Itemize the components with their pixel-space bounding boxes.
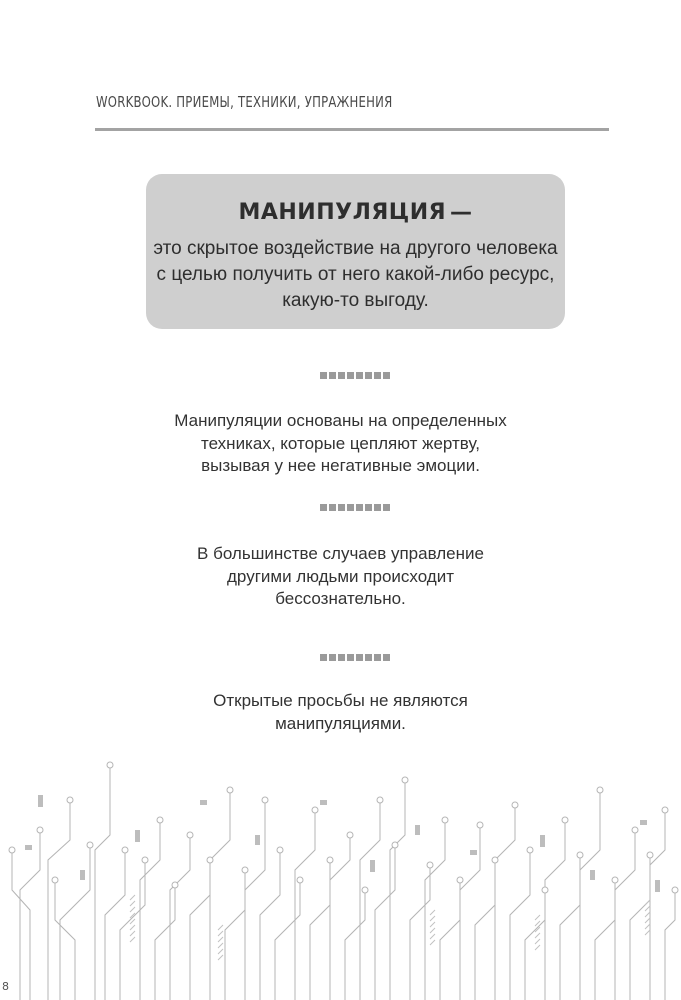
- definition-term: МАНИПУЛЯЦИЯ: [238, 200, 447, 225]
- paragraph-line: вызывая у нее негативные эмоции.: [201, 456, 480, 475]
- circuit-traces: [12, 765, 675, 1000]
- section-separator: [320, 504, 393, 511]
- definition-line: какую-то выгоду.: [282, 290, 429, 311]
- running-header: WORKBOOK. ПРИЕМЫ, ТЕХНИКИ, УПРАЖНЕНИЯ: [96, 93, 393, 111]
- definition-text: [146, 236, 565, 314]
- paragraph-2: [0, 543, 681, 611]
- paragraph-1: [0, 410, 681, 478]
- paragraph-line: бессознательно.: [275, 589, 406, 608]
- definition-line: это скрытое воздействие на другого человека: [153, 238, 558, 259]
- circuit-nodes: [9, 762, 678, 893]
- definition-box: [146, 174, 565, 329]
- circuit-decoration: [0, 740, 681, 1000]
- paragraph-line: Открытые просьбы не являются: [213, 691, 468, 710]
- paragraph-line: Манипуляции основаны на определенных: [174, 411, 507, 430]
- paragraph-3: [0, 690, 681, 735]
- section-separator: [320, 654, 393, 661]
- paragraph-line: другими людьми происходит: [227, 566, 454, 586]
- paragraph-line: техниках, которые цепляют жертву,: [201, 433, 480, 453]
- page-number: 8: [2, 980, 9, 993]
- definition-line: с целью получить от него какой-либо ресурс,: [156, 264, 555, 285]
- paragraph-line: манипуляциями.: [275, 713, 406, 733]
- section-separator: [320, 372, 393, 379]
- definition-title: [146, 200, 565, 225]
- definition-dash: —: [450, 200, 473, 225]
- paragraph-line: В большинстве случаев управление: [197, 544, 484, 563]
- header-rule: [95, 128, 609, 131]
